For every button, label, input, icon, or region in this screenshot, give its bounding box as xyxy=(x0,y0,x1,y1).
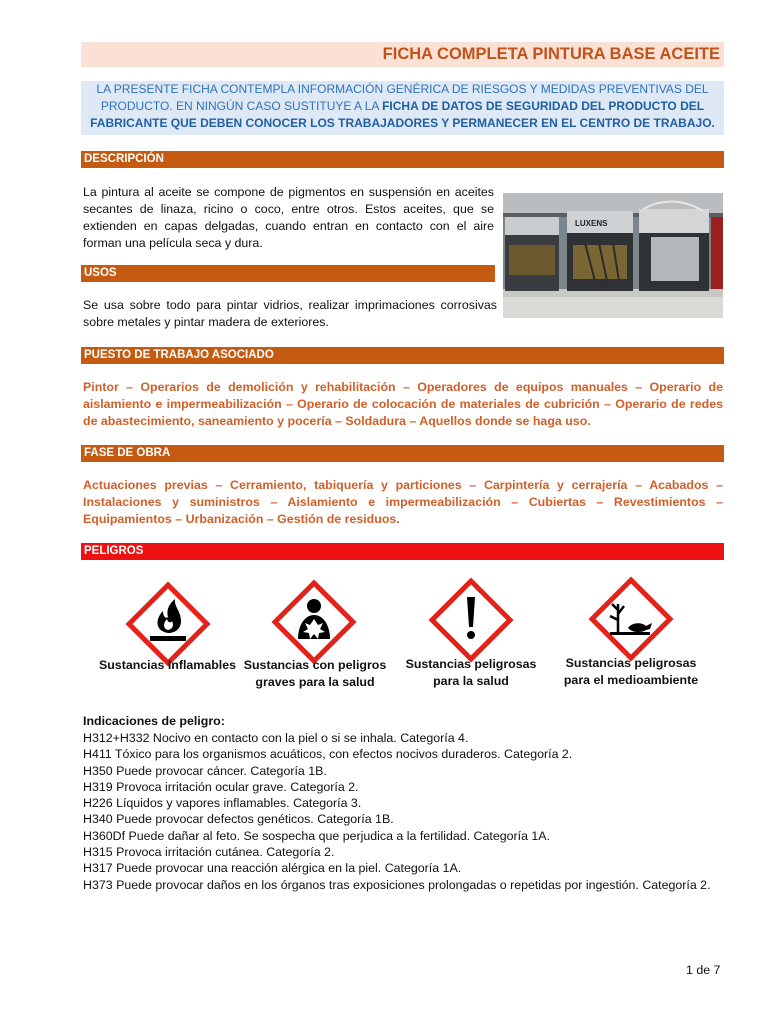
hazard-statement: H319 Provoca irritación ocular grave. Categoría 2. xyxy=(83,779,359,794)
exclamation-icon xyxy=(428,577,514,663)
usos-text: Se usa sobre todo para pintar vidrios, realizar imprimaciones corrosivas sobre metales y pintar madera de exteriores. xyxy=(83,298,497,329)
pictogram-label-salud-graves: Sustancias con peligros graves para la salud xyxy=(243,658,387,689)
hazard-statement: H411 Tóxico para los organismos acuáticos, con efectos nocivos duraderos. Categoría 2. xyxy=(83,747,573,762)
environment-icon xyxy=(588,576,674,662)
product-photo xyxy=(503,193,723,318)
svg-text:LUXENS: LUXENS xyxy=(575,219,608,228)
pictogram-label-inflamables: Sustancias Inflamables xyxy=(98,658,237,672)
page-title: FICHA COMPLETA PINTURA BASE ACEITE xyxy=(382,45,720,63)
hazard-statement: H350 Puede provocar cáncer. Categoría 1B. xyxy=(83,763,327,778)
section-heading-puesto: PUESTO DE TRABAJO ASOCIADO xyxy=(81,347,724,364)
hazard-statement: H317 Puede provocar una reacción alérgica en la piel. Categoría 1A. xyxy=(83,861,462,876)
section-heading-peligros: PELIGROS xyxy=(81,543,724,560)
hazard-statements-title: Indicaciones de peligro: xyxy=(83,714,225,728)
hazard-statement: H340 Puede provocar defectos genéticos. Categoría 1B. xyxy=(83,812,394,827)
section-heading-descripcion: DESCRIPCIÓN xyxy=(81,151,724,168)
fase-text: Actuaciones previas – Cerramiento, tabiquería y particiones – Carpintería y cerrajería – Acabados – Instalaciones y suministros – Aislamiento e impermeabilización – Cubiertas – Revestimientos – Equipamientos – Urbanización – Gestión de residuos. xyxy=(83,478,723,526)
hazard-statement: H360Df Puede dañar al feto. Se sospecha que perjudica a la fertilidad. Categoría 1A. xyxy=(83,828,551,843)
hazard-statement: H226 Líquidos y vapores inflamables. Categoría 3. xyxy=(83,796,362,811)
hazard-statement: H312+H332 Nocivo en contacto con la piel o si se inhala. Categoría 4. xyxy=(83,731,469,745)
title-bar xyxy=(81,42,724,67)
section-heading-usos: USOS xyxy=(81,265,495,282)
puesto-text: Pintor – Operarios de demolición y rehabilitación – Operadores de equipos manuales – Operario de aislamiento e impermeabilización – Operario de colocación de materiales de cubrición – Operario de redes de abastecimiento, saneamiento y pocería – Soldadura – Aquellos donde se haga uso. xyxy=(83,380,723,428)
hazard-statement: H315 Provoca irritación cutánea. Categoría 2. xyxy=(83,845,335,860)
hazard-statement: H373 Puede provocar daños en los órganos tras exposiciones prolongadas o repetidas por ingestión. Categoría 2. xyxy=(83,877,711,892)
pictogram-label-medioambiente: Sustancias peligrosas para el medioambiente xyxy=(563,656,699,687)
pictogram-label-salud: Sustancias peligrosas para la salud xyxy=(405,657,537,688)
section-heading-fase: FASE DE OBRA xyxy=(81,445,724,462)
notice-text: LA PRESENTE FICHA CONTEMPLA INFORMACIÓN GENÉRICA DE RIESGOS Y MEDIDAS PREVENTIVAS DEL PRODUCTO. EN NINGÚN CASO SUSTITUYE A LA xyxy=(96,82,709,113)
notice-box xyxy=(81,81,724,135)
health-hazard-icon xyxy=(271,579,357,665)
hazard-statements-list xyxy=(83,730,727,893)
flame-icon xyxy=(125,581,211,667)
descripcion-text: La pintura al aceite se compone de pigmentos en suspensión en aceites secantes de linaza, ricino o coco, entre otros. Estos aceites, que se extienden en capas delgadas, cuando entran en contacto con el aire forman una película seca y dura. xyxy=(83,185,494,250)
notice-emphasis: FICHA DE DATOS DE SEGURIDAD DEL PRODUCTO DEL FABRICANTE QUE DEBEN CONOCER LOS TRABAJADORES Y PERMANECER EN EL CENTRO DE TRABAJO. xyxy=(90,99,715,130)
page-number: 1 de 7 xyxy=(686,963,721,977)
